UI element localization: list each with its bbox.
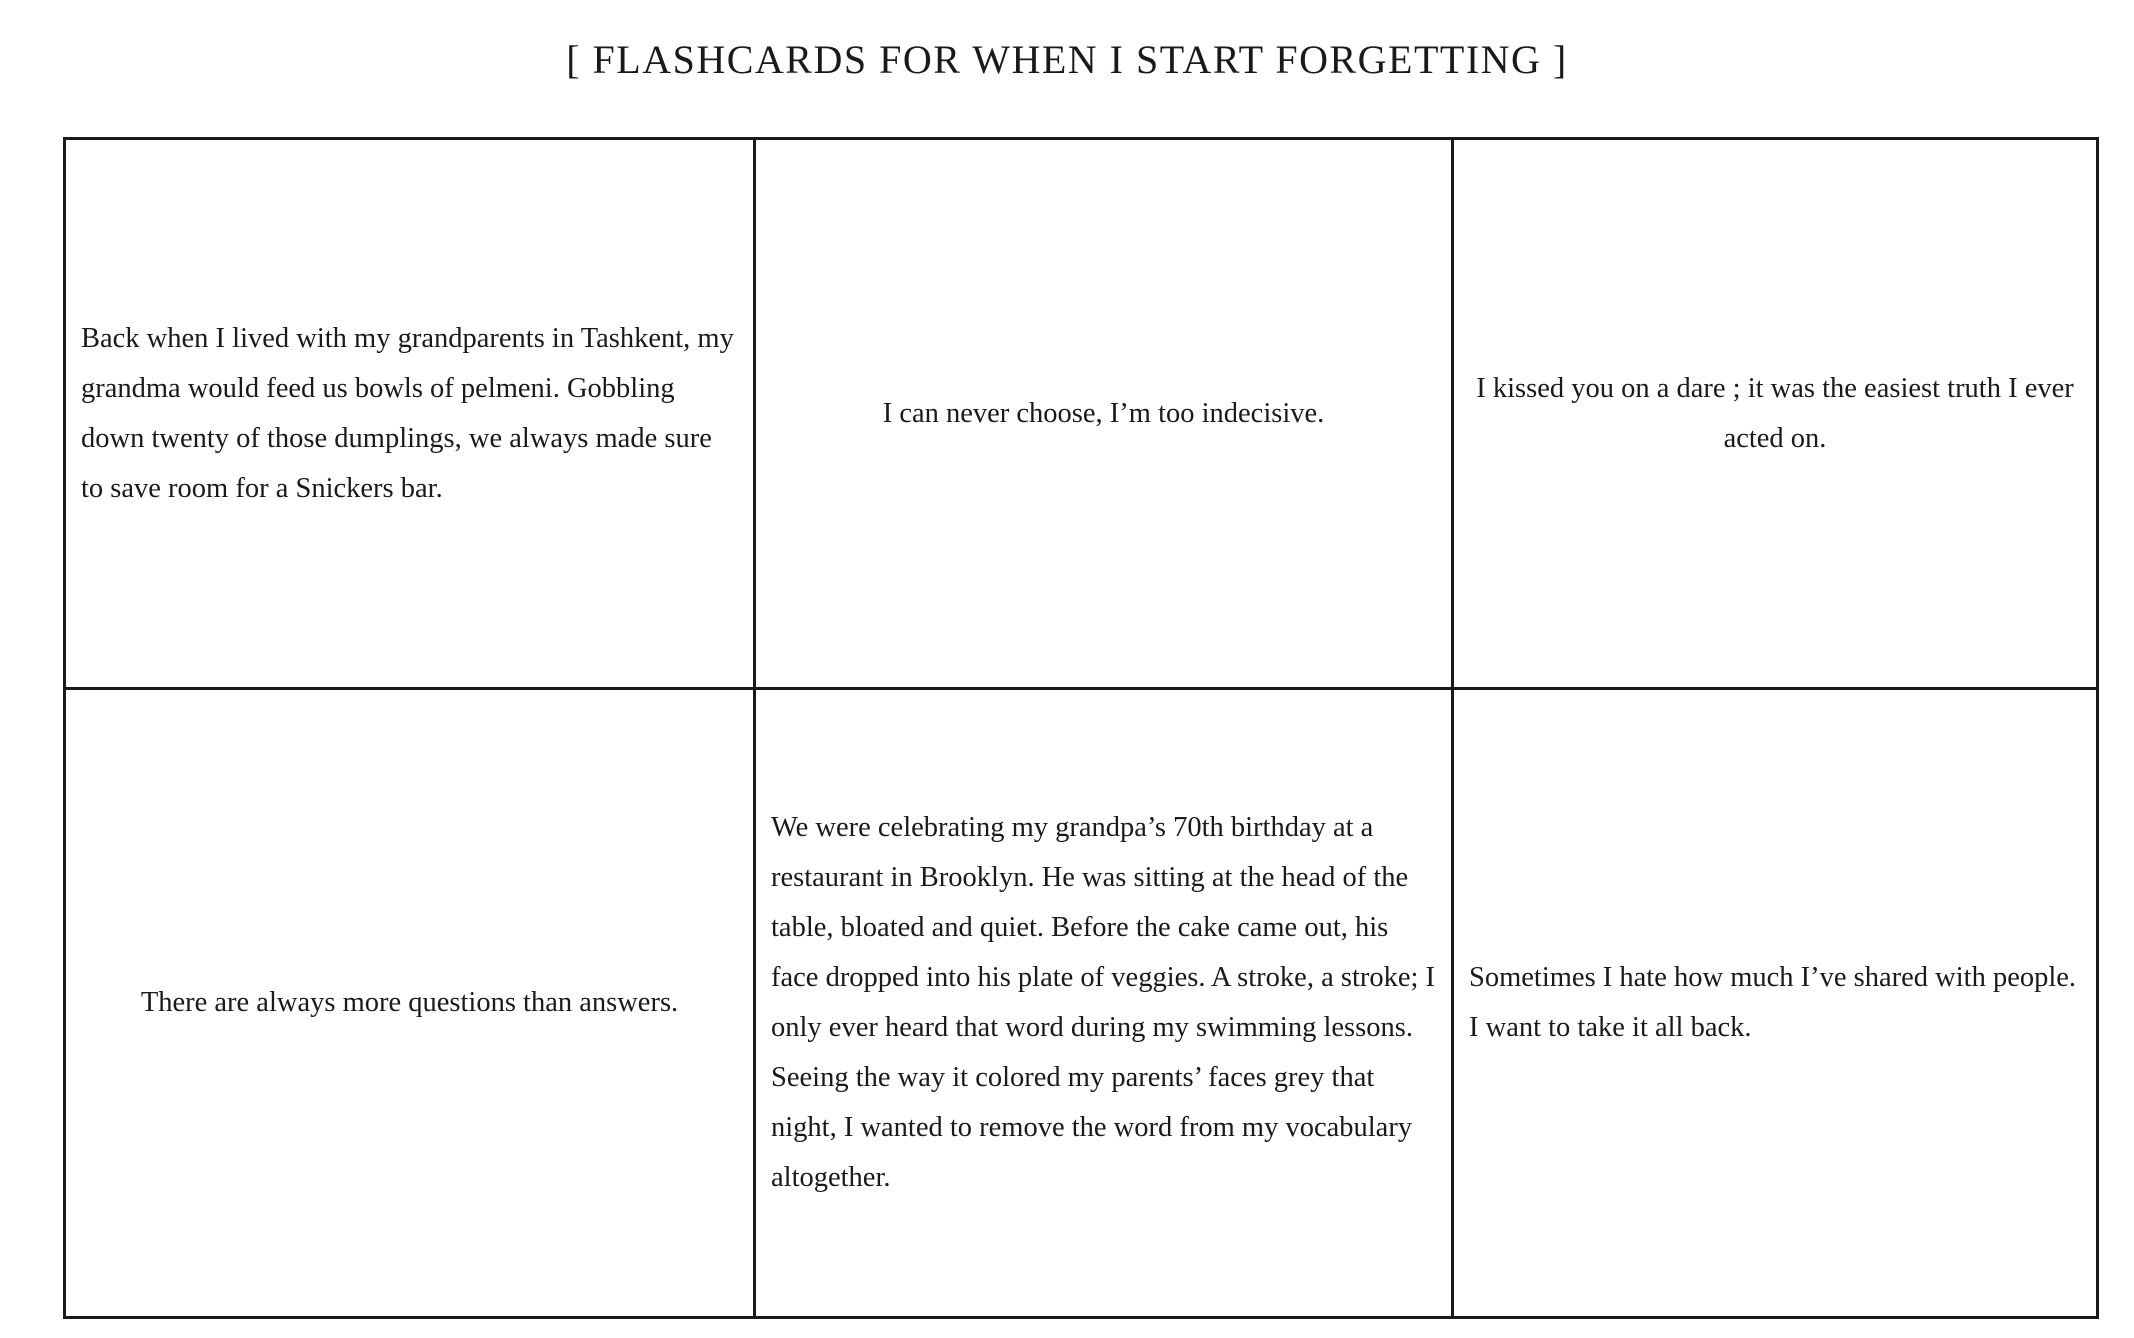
flashcard <box>756 690 1454 1316</box>
flashcard-text: I can never choose, I’m too indecisive. <box>882 397 1325 429</box>
flashcard <box>1454 690 2096 1316</box>
flashcard-text: We were celebrating my grandpa’s 70th birthday at a restaurant in Brooklyn. He was sitting at the head of the table, bloated and quiet. Before the cake came out, his face dropped into his plate of veggies. A stroke, a stroke; I only ever heard that word during my swimming lessons. Seeing the way it colored my parents’ faces grey that night, I wanted to remove the word from my vocabulary altogether. <box>771 812 1436 1193</box>
flashcard-text: There are always more questions than answers. <box>140 987 679 1018</box>
flashcard <box>66 140 756 690</box>
page-title: [ FLASHCARDS FOR WHEN I START FORGETTING ] <box>566 37 1568 82</box>
flashcard <box>66 690 756 1316</box>
flashcard-text: Back when I lived with my grandparents in Tashkent, my grandma would feed us bowls of pelmeni. Gobbling down twenty of those dumplings, we always made sure to save room for a Snickers bar. <box>81 322 734 504</box>
flashcard-text: Sometimes I hate how much I’ve shared with people. I want to take it all back. <box>1469 962 2077 1043</box>
flashcard <box>1454 140 2096 690</box>
flashcard <box>756 140 1454 690</box>
flashcard-text: I kissed you on a dare ; it was the easiest truth I ever acted on. <box>1476 372 2074 454</box>
flashcard-grid <box>63 137 2099 1319</box>
